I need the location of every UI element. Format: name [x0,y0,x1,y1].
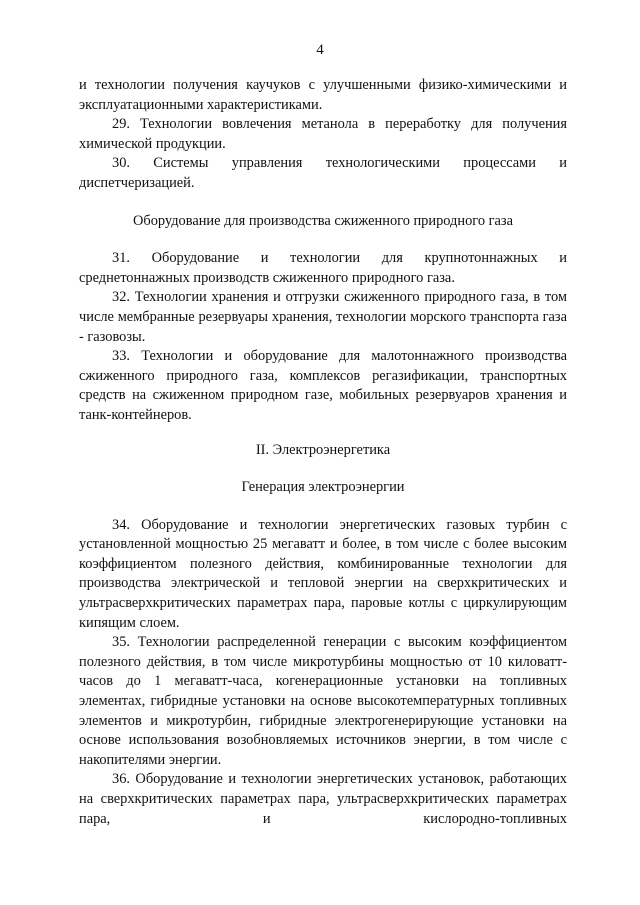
item-34: 34. Оборудование и технологии энергетических газовых турбин с установленной мощностью 25 мегаватт и более, в том числе с более высоким коэффициентом полезного действия, комбинированные технологии для производства электрической и тепловой энергии на сверхкритических и ультрасверхкритических параметрах пара, паровые котлы с циркулирующим кипящим слоем. [79,516,567,631]
heading-power-generation: Генерация электроэнергии [241,479,405,496]
section-heading-electric-power: II. Электроэнергетика [255,441,391,458]
item-36: 36. Оборудование и технологии энергетических установок, работающих на сверхкритических параметрах пара, ультрасверхкритических параметрах пара, и кислородно-топливных [79,771,567,827]
item-33: 33. Технологии и оборудование для малотоннажного производства сжиженного природного газа, комплексов регазификации, транспортных средств на сжиженном природном газе, мобильных резервуаров хранения и танк-контейнеров. [79,348,567,423]
item-31: 31. Оборудование и технологии для крупнотоннажных и среднетоннажных производств сжиженного природного газа. [79,250,567,286]
item-32: 32. Технологии хранения и отгрузки сжиженного природного газа, в том числе мембранные резервуары хранения, технологии морского транспорта газа - газовозы. [79,289,567,345]
document-body [79,76,567,829]
heading-lng-equipment: Оборудование для производства сжиженного природного газа [133,212,513,229]
item-29: 29. Технологии вовлечения метанола в переработку для получения химической продукции. [79,116,567,152]
page-number: 4 [316,42,324,58]
item-30: 30. Системы управления технологическими процессами и диспетчеризацией. [79,155,567,191]
paragraph-continuation: и технологии получения каучуков с улучшенными физико-химическими и эксплуатационными характеристиками. [79,77,567,113]
item-35: 35. Технологии распределенной генерации с высоким коэффициентом полезного действия, в том числе микротурбины мощностью от 10 киловатт-часов до 1 мегаватт-часа, когенерационные установки на топливных элементах, гибридные установки на основе высокотемпературных топливных элементов и микротурбин, гибридные электрогенерирующие установки на основе использования возобновляемых источников энергии, в том числе с накопителями энергии. [79,634,567,768]
